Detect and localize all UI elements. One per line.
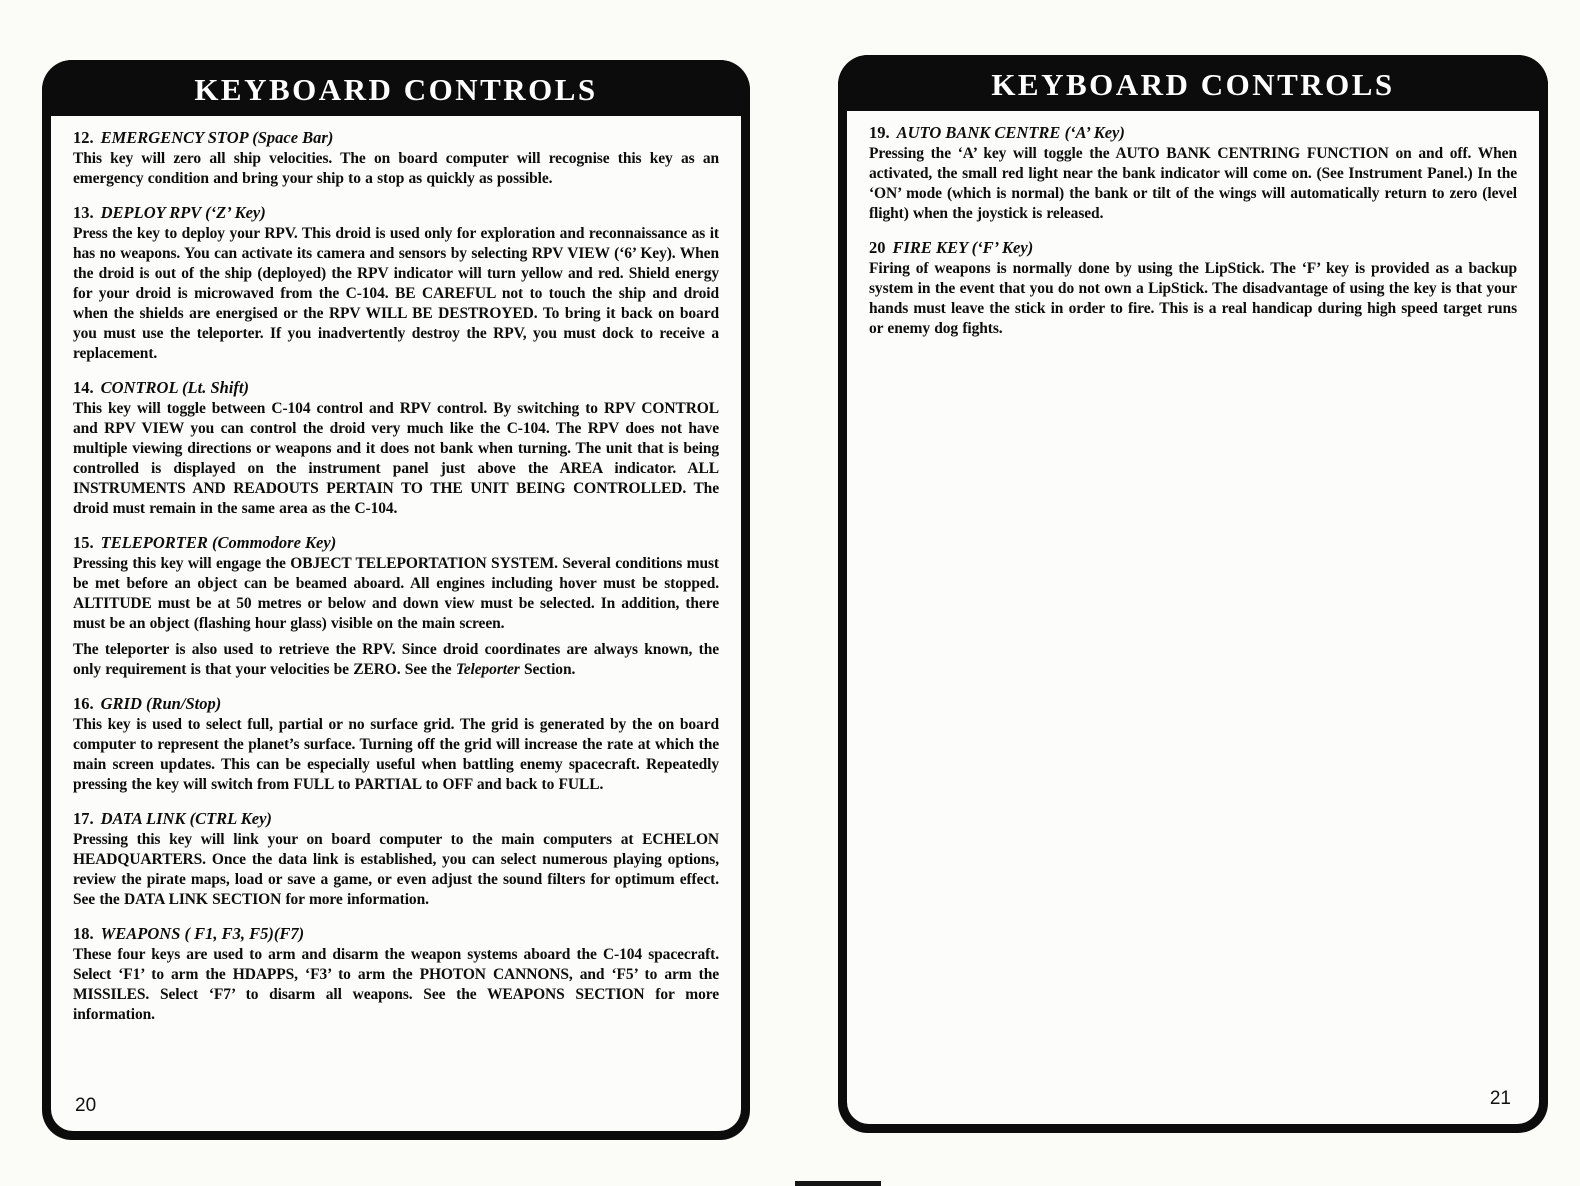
section-heading [73,128,719,148]
section-title: WEAPONS ( F1, F3, F5)(F7) [100,924,305,943]
section-title: GRID (Run/Stop) [100,694,222,713]
section-title: EMERGENCY STOP (Space Bar) [100,128,334,147]
section-paragraphs [73,224,719,364]
section-number: 15. [73,533,94,552]
section-paragraphs [73,945,719,1025]
section-paragraphs [869,144,1517,224]
section-title: DATA LINK (CTRL Key) [100,809,272,828]
section-paragraph: Pressing this key will link your on board computer to the main computers at ECHELON HEADQUARTERS. Once the data link is established, you can select numerous playing options, review the pirate maps, load or save a game, or even adjust the sound filters for optimum effect. See the DATA LINK SECTION for more information. [73,831,719,908]
section-paragraph: This key will toggle between C-104 control and RPV control. By switching to RPV CONTROL and RPV VIEW you can control the droid very much like the C-104. The RPV does not have multiple viewing directions or weapons and it does not bank when turning. The unit that is being controlled is displayed on the instrument panel just above the AREA indicator. ALL INSTRUMENTS AND READOUTS PERTAIN TO THE UNIT BEING CONTROLLED. The droid must remain in the same area as the C-104. [73,400,719,517]
section-number: 18. [73,924,94,943]
scan-artifact-bar [795,1181,881,1186]
section-paragraph: Pressing this key will engage the OBJECT TELEPORTATION SYSTEM. Several conditions must be met before an object can be beamed aboard. All engines including hover must be stopped. ALTITUDE must be at 50 metres or below and down view must be selected. In addition, there must be an object (flashing hour glass) visible on the main screen. [73,555,719,632]
manual-section [73,378,719,519]
page-header-bar [838,55,1548,111]
section-paragraph [73,640,719,680]
manual-section [869,123,1517,224]
section-heading [73,694,719,714]
section-paragraph: These four keys are used to arm and disarm the weapon systems aboard the C-104 spacecraft. Select ‘F1’ to arm the HDAPPS, ‘F3’ to arm the PHOTON CANNONS, and ‘F5’ to arm the MISSILES. Select ‘F7’ to disarm all weapons. See the WEAPONS SECTION for more information. [73,946,719,1023]
section-title: CONTROL (Lt. Shift) [100,378,249,397]
section-number: 14. [73,378,94,397]
manual-section [869,238,1517,339]
manual-section [73,203,719,364]
sections-container [73,128,719,1025]
section-paragraph: Press the key to deploy your RPV. This droid is used only for exploration and reconnaissance as it has no weapons. You can activate its camera and sensors by selecting RPV VIEW (‘6’ Key). When the droid is out of the ship (deployed) the RPV indicator will turn yellow and red. Shield energy for your droid is microwaved from the C-104. BE CAREFUL not to touch the ship and droid when the shields are energised or the RPV WILL BE DESTROYED. To bring it back on board you must use the teleporter. If you inadvertently destroy the RPV, you must dock to receive a replacement. [73,225,719,362]
section-heading [869,238,1517,258]
page-number: 20 [75,1095,97,1116]
section-paragraphs [73,149,719,189]
manual-section [73,533,719,680]
section-heading [869,123,1517,143]
section-title: DEPLOY RPV (‘Z’ Key) [100,203,266,222]
section-paragraphs [73,715,719,795]
page-content [51,116,741,1131]
section-paragraph: This key is used to select full, partial or no surface grid. The grid is generated by the on board computer to represent the planet’s surface. Turning off the grid will increase the rate at which the main screen updates. This can be especially useful when battling enemy spacecraft. Repeatedly pressing the key will switch from FULL to PARTIAL to OFF and back to FULL. [73,716,719,793]
manual-section [73,694,719,795]
page-header-bar [42,60,750,116]
page-content [847,111,1539,1124]
page-number: 21 [1489,1088,1511,1109]
manual-section [73,809,719,910]
section-number: 13. [73,203,94,222]
text-run: Section. [519,661,576,678]
section-number: 17. [73,809,94,828]
manual-page-20 [42,60,750,1140]
page-header-title: KEYBOARD CONTROLS [194,72,598,107]
section-paragraph: Firing of weapons is normally done by using the LipStick. The ‘F’ key is provided as a backup system in the event that you do not own a LipStick. The disadvantage of using the key is that your hands must leave the stick in order to fire. This is a real handicap during high speed target runs or enemy dog fights. [869,260,1517,337]
section-heading [73,378,719,398]
manual-section [73,128,719,189]
section-paragraphs [73,830,719,910]
section-title: AUTO BANK CENTRE (‘A’ Key) [896,123,1125,142]
section-paragraph: This key will zero all ship velocities. The on board computer will recognise this key as an emergency condition and bring your ship to a stop as quickly as possible. [73,150,719,187]
sections-container [869,123,1517,339]
section-paragraphs [73,554,719,680]
section-heading [73,809,719,829]
section-number: 19. [869,123,890,142]
section-paragraph: Pressing the ‘A’ key will toggle the AUTO BANK CENTRING FUNCTION on and off. When activated, the small red light near the bank indicator will come on. (See Instrument Panel.) In the ‘ON’ mode (which is normal) the bank or tilt of the wings will automatically return to zero (level flight) when the joystick is released. [869,145,1517,222]
section-heading [73,203,719,223]
section-number: 12. [73,128,94,147]
page-header-title: KEYBOARD CONTROLS [991,67,1395,102]
section-number: 16. [73,694,94,713]
section-heading [73,924,719,944]
section-paragraphs [869,259,1517,339]
section-number: 20 [869,238,886,257]
italic-run: Teleporter [455,661,520,678]
manual-section [73,924,719,1025]
section-paragraphs [73,399,719,519]
section-heading [73,533,719,553]
section-title: FIRE KEY (‘F’ Key) [892,238,1034,257]
section-title: TELEPORTER (Commodore Key) [100,533,337,552]
manual-page-21 [838,55,1548,1133]
text-run: The teleporter is also used to retrieve the RPV. Since droid coordinates are always known, the only requirement is that your velocities be ZERO. See the [73,641,719,678]
